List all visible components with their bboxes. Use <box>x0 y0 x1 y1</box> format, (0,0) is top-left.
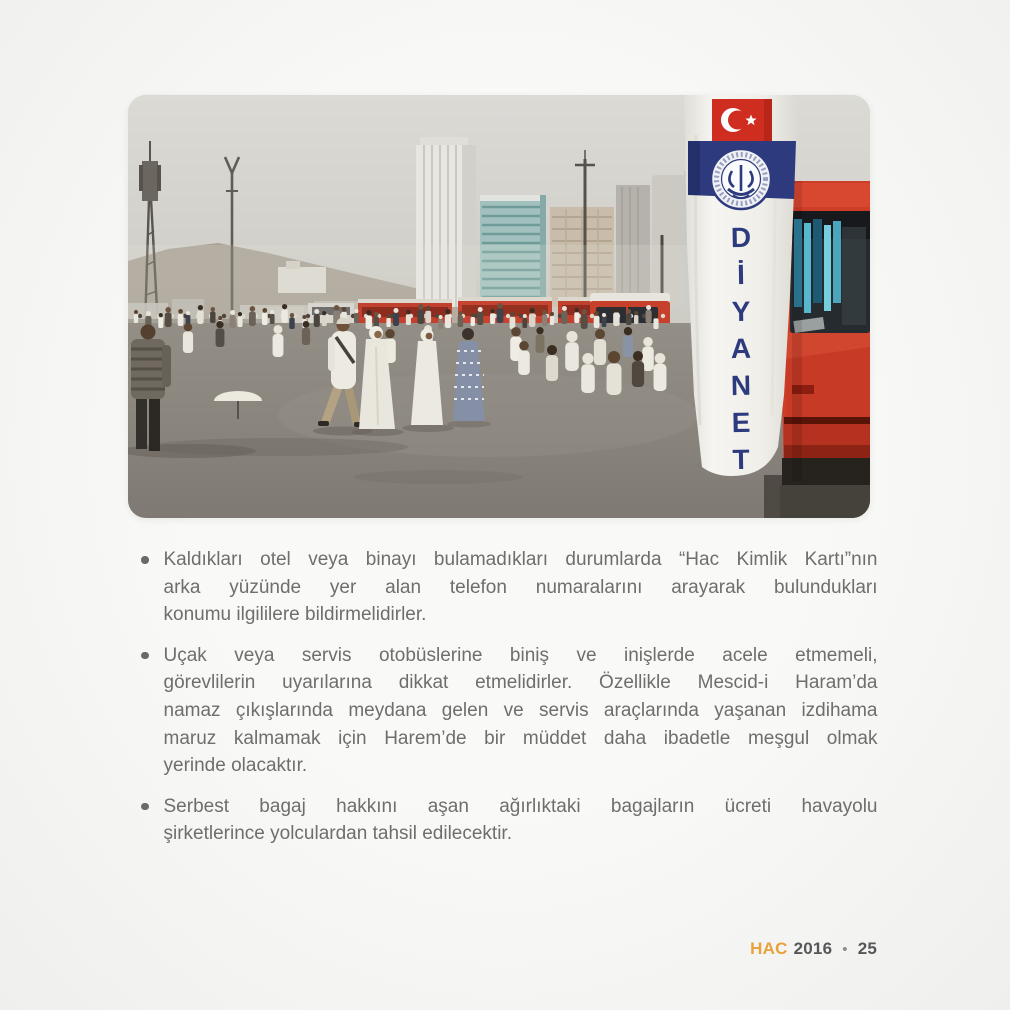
bullet-list <box>141 546 881 861</box>
list-item <box>141 546 881 629</box>
hajj-square-photo <box>128 95 870 518</box>
bullet-dot <box>141 556 149 564</box>
footer-brand: HAC <box>750 939 788 958</box>
list-item <box>141 642 881 780</box>
bullet-text: Kaldıkları otel veya binayı bulamadıkları durumlarda “Hac Kimlik Kartı”nın arka yüzünde yer alan telefon numaralarını arayarak bulundukları konumu ilgililere bildirmelidirler. <box>163 549 878 626</box>
bullet-text: Serbest bagaj hakkını aşan ağırlıktaki bagajların ücreti havayolu şirketlerince yolculardan tahsil edilecektir. <box>163 795 878 845</box>
footer-year: 2016 <box>793 939 833 958</box>
diyanet-emblem-icon <box>711 149 771 209</box>
list-item <box>141 793 881 848</box>
bullet-dot <box>141 803 149 811</box>
page-footer <box>750 939 877 959</box>
bullet-dot <box>141 652 149 660</box>
footer-page-number: 25 <box>857 939 877 958</box>
turkish-flag-icon <box>712 99 772 141</box>
windshield-reflection <box>794 219 866 325</box>
footer-separator: • <box>842 941 848 958</box>
bullet-text: Uçak veya servis otobüslerine biniş ve inişlerde acele etmemeli, görevlilerin uyarılarına dikkat etmelidirler. Özellikle Mescid-i Haram’da namaz çıkışlarında meydana gelen ve servis araçlarında yaşanan izdihama maruz kalmamak için Harem’de bir müddet daha ibadetle meşgul olmak yerinde olacaktır. <box>163 644 878 777</box>
diyanet-banner-text: D İ Y A N E T <box>730 221 752 476</box>
